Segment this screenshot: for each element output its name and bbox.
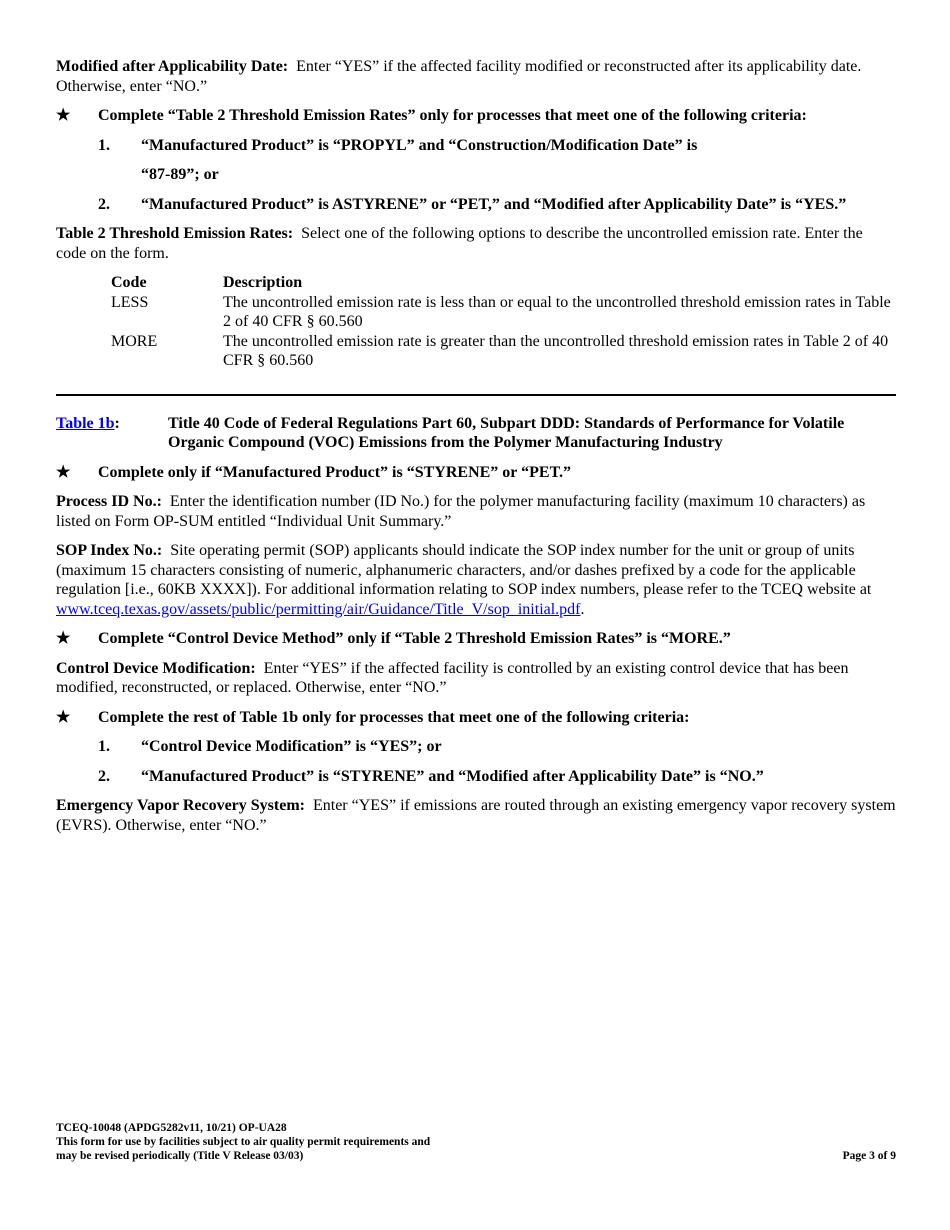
criteria-number: 2. xyxy=(98,195,110,213)
instruction-complete-only-if xyxy=(56,463,896,483)
table2-threshold-paragraph xyxy=(56,224,896,263)
modified-after-applicability-paragraph xyxy=(56,57,896,96)
control-device-modification-label: Control Device Modification: xyxy=(56,659,256,677)
section-divider xyxy=(56,394,896,396)
table-row xyxy=(111,332,895,371)
control-device-modification-text: Enter “YES” if the affected facility is controlled by an existing control device that has been modified, reconstructed, or replaced. Otherwise, enter “NO.” xyxy=(56,659,849,696)
instruction-text: Complete “Table 2 Threshold Emission Rates” only for processes that meet one of the following criteria: xyxy=(98,107,807,124)
tceq-website-link[interactable]: www.tceq.texas.gov/assets/public/permitting/air/Guidance/Title_V/sop_initial.pdf xyxy=(56,600,581,618)
instruction-table2-criteria xyxy=(56,106,896,126)
criteria-text: “Manufactured Product” is ASTYRENE” or “PET,” and “Modified after Applicability Date” is “YES.” xyxy=(141,195,847,213)
control-device-modification-paragraph xyxy=(56,659,896,698)
emergency-vapor-recovery-label: Emergency Vapor Recovery System: xyxy=(56,797,305,814)
footer-form-id: TCEQ-10048 (APDG5282v11, 10/21) OP-UA28 xyxy=(56,1122,287,1134)
table1b-link[interactable]: Table 1b xyxy=(56,414,115,432)
table1b-heading: Table 1b: Title 40 Code of Federal Regulations Part 60, Subpart DDD: Standards of Performance for Volatile Organic Compound (VOC) Emissions from the Polymer Manufacturing Industry xyxy=(56,414,896,453)
modified-after-applicability-text: Enter “YES” if the affected facility modified or reconstructed after its applicability date. Otherwise, enter “NO.” xyxy=(56,58,862,95)
code-cell: MORE xyxy=(111,332,158,350)
modified-after-applicability-label: Modified after Applicability Date: xyxy=(56,58,289,75)
instruction-text: Complete the rest of Table 1b only for processes that meet one of the following criteria: xyxy=(98,708,690,726)
criteria-text: “Manufactured Product” is “PROPYL” and “Construction/Modification Date” is xyxy=(141,136,698,154)
criteria-text-continued: “87-89”; or xyxy=(141,166,219,183)
footer-usage-note: This form for use by facilities subject to air quality permit requirements and xyxy=(56,1136,431,1148)
code-cell: LESS xyxy=(111,293,149,311)
criteria-text: “Manufactured Product” is “STYRENE” and “Modified after Applicability Date” is “NO.” xyxy=(141,767,764,785)
code-column-header: Code xyxy=(111,274,147,291)
page-number: Page 3 of 9 xyxy=(842,1150,896,1162)
process-id-label: Process ID No.: xyxy=(56,493,162,510)
sop-index-text: Site operating permit (SOP) applicants should indicate the SOP index number for the unit or group of units (maximum 15 characters consisting of numeric, alphanumeric characters, and/or dashes prefixed by a code for the applicable regulation [i.e., 60KB XXXX]). For additional information relating to SOP index numbers, please refer to the TCEQ website at xyxy=(56,542,872,598)
star-icon: ★ xyxy=(56,708,71,726)
criteria-number: 1. xyxy=(98,738,110,755)
process-id-paragraph xyxy=(56,492,896,531)
description-cell: The uncontrolled emission rate is less than or equal to the uncontrolled threshold emission rates in Table 2 of 40 CFR § 60.560 xyxy=(223,293,891,330)
table-header-row xyxy=(111,273,895,293)
instruction-text: Complete only if “Manufactured Product” is “STYRENE” or “PET.” xyxy=(98,463,572,481)
instruction-control-device-method xyxy=(56,629,896,649)
criteria-number: 2. xyxy=(98,767,110,785)
star-icon: ★ xyxy=(56,107,71,124)
instruction-text: Complete “Control Device Method” only if “Table 2 Threshold Emission Rates” is “MORE.” xyxy=(98,630,731,647)
sop-index-paragraph: SOP Index No.: Site operating permit (SOP) applicants should indicate the SOP index number for the unit or group of units (maximum 15 characters consisting of numeric, alphanumeric characters, and/or dashes prefixed by a code for the applicable regulation [i.e., 60KB XXXX]). For additional information relating to SOP index numbers, please refer to the TCEQ website at www.tceq.texas.gov/assets/public/permitting/air/Guidance/Title_V/sop_initial.pdf. xyxy=(56,542,872,618)
page-footer xyxy=(56,1121,896,1163)
emergency-vapor-recovery-text: Enter “YES” if emissions are routed through an existing emergency vapor recovery system (EVRS). Otherwise, enter “NO.” xyxy=(56,797,896,834)
criteria-item xyxy=(56,737,896,757)
description-column-header: Description xyxy=(223,274,303,291)
criteria-item xyxy=(56,195,896,215)
process-id-text: Enter the identification number (ID No.) for the polymer manufacturing facility (maximum 10 characters) as listed on Form OP-SUM entitled “Individual Unit Summary.” xyxy=(56,493,866,530)
criteria-number: 1. xyxy=(98,136,110,154)
criteria-item xyxy=(56,767,896,787)
code-description-table xyxy=(111,273,895,371)
criteria-text: “Control Device Modification” is “YES”; or xyxy=(141,738,442,755)
footer-revision-note: may be revised periodically (Title V Release 03/03) xyxy=(56,1150,304,1162)
table-row xyxy=(111,293,895,332)
description-cell: The uncontrolled emission rate is greater than the uncontrolled threshold emission rates in Table 2 of 40 CFR § 60.560 xyxy=(223,332,889,369)
table2-threshold-label: Table 2 Threshold Emission Rates: xyxy=(56,225,294,242)
table1b-title: Title 40 Code of Federal Regulations Part 60, Subpart DDD: Standards of Performance for Volatile Organic Compound (VOC) Emissions from the Polymer Manufacturing Industry xyxy=(168,414,845,451)
criteria-item xyxy=(56,136,896,185)
star-icon: ★ xyxy=(56,463,71,481)
emergency-vapor-recovery-paragraph xyxy=(56,796,896,835)
page-content xyxy=(56,57,896,845)
instruction-rest-of-table1b xyxy=(56,708,896,728)
star-icon: ★ xyxy=(56,630,71,647)
sop-index-label: SOP Index No.: xyxy=(56,542,163,559)
table2-threshold-text: Select one of the following options to describe the uncontrolled emission rate. Enter the code on the form. xyxy=(56,225,863,262)
